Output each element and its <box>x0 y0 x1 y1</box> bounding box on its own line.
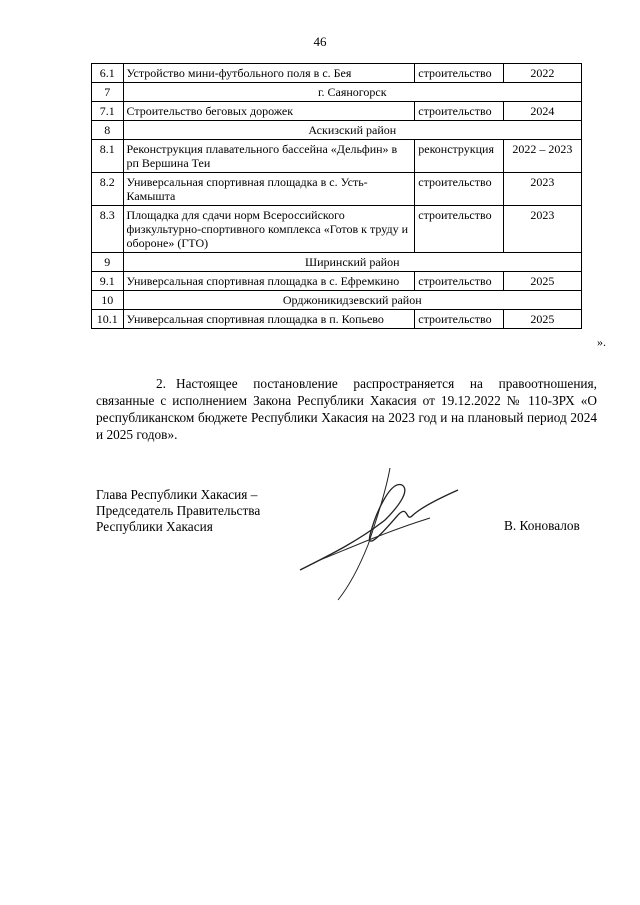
work-type: строительство <box>415 206 503 253</box>
table-row <box>92 173 582 206</box>
table-section-row <box>92 83 582 102</box>
row-number: 7 <box>92 83 124 102</box>
table-section-row <box>92 121 582 140</box>
row-number: 10.1 <box>92 310 124 329</box>
table-row <box>92 64 582 83</box>
row-number: 9.1 <box>92 272 124 291</box>
row-number: 8.1 <box>92 140 124 173</box>
paragraph-number: 2. <box>156 376 166 391</box>
row-number: 8 <box>92 121 124 140</box>
work-type: строительство <box>415 64 503 83</box>
table-row <box>92 140 582 173</box>
row-number: 9 <box>92 253 124 272</box>
object-name: Универсальная спортивная площадка в с. Усть-Камышта <box>123 173 415 206</box>
table-row <box>92 206 582 253</box>
table-section-row <box>92 253 582 272</box>
handwritten-signature <box>290 460 480 610</box>
section-title: Орджоникидзевский район <box>123 291 582 310</box>
year: 2025 <box>503 272 581 291</box>
row-number: 8.2 <box>92 173 124 206</box>
object-name: Строительство беговых дорожек <box>123 102 415 121</box>
signer-name: В. Коновалов <box>504 518 580 533</box>
object-name: Реконструкция плавательного бассейна «Дельфин» в рп Вершина Теи <box>123 140 415 173</box>
row-number: 7.1 <box>92 102 124 121</box>
year: 2022 – 2023 <box>503 140 581 173</box>
row-number: 10 <box>92 291 124 310</box>
year: 2025 <box>503 310 581 329</box>
object-name: Устройство мини-футбольного поля в с. Бея <box>123 64 415 83</box>
table-body <box>92 64 582 329</box>
work-type: строительство <box>415 272 503 291</box>
section-title: Ширинский район <box>123 253 582 272</box>
paragraph-text: Настоящее постановление распространяется на правоотношения, связанные с исполнением Закона Республики Хакасия от 19.12.2022 № 110-ЗРХ «О республиканском бюджете Республики Хакасия на 2023 год и на плановый период 2024 и 2025 годов». <box>96 376 597 442</box>
section-title: Аскизский район <box>123 121 582 140</box>
page-number: 46 <box>313 34 327 49</box>
object-name: Универсальная спортивная площадка в п. Копьево <box>123 310 415 329</box>
section-title: г. Саяногорск <box>123 83 582 102</box>
work-type: строительство <box>415 102 503 121</box>
row-number: 8.3 <box>92 206 124 253</box>
year: 2022 <box>503 64 581 83</box>
table-row <box>92 272 582 291</box>
year: 2023 <box>503 173 581 206</box>
object-name: Универсальная спортивная площадка в с. Ефремкино <box>123 272 415 291</box>
year: 2023 <box>503 206 581 253</box>
signer-title-line: Председатель Правительства <box>96 503 261 518</box>
row-number: 6.1 <box>92 64 124 83</box>
signer-title-line: Республики Хакасия <box>96 519 213 534</box>
objects-table <box>91 63 582 329</box>
signer-title-line: Глава Республики Хакасия – <box>96 487 258 502</box>
table-row <box>92 310 582 329</box>
work-type: реконструкция <box>415 140 503 173</box>
table-row <box>92 102 582 121</box>
signer-title <box>96 487 260 535</box>
work-type: строительство <box>415 310 503 329</box>
table-section-row <box>92 291 582 310</box>
paragraph-2 <box>96 375 597 443</box>
closing-quote: ». <box>597 335 606 349</box>
object-name: Площадка для сдачи норм Всероссийского физкультурно-спортивного комплекса «Готов к труду и обороне» (ГТО) <box>123 206 415 253</box>
work-type: строительство <box>415 173 503 206</box>
year: 2024 <box>503 102 581 121</box>
